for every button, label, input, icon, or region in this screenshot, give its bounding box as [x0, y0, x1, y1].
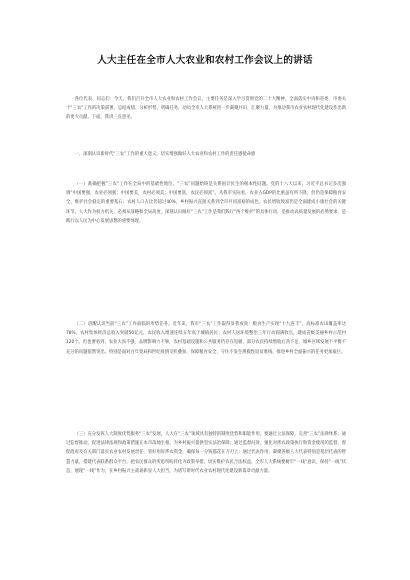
section-heading: 一、深刻认识新时代“三农”工作的重大意义，切实增强做好人大农业和农村工作的责任感使命感 [74, 152, 256, 157]
body-paragraph: （一）准确把握“三农”工作在全局中的基础性地位。“三农”问题始终是关系国计民生的根本性问题。党的十八大以来，习近平总书记多次强调“中国要强，农业必须强；中国要美，农村必须美；中国要富，农民必须富”。从我市实际看，农业占GDP的比重虽有所下降，但仍是保障粮食安全、维护社会稳定的重要基石；农村人口占比仍超过40%，乡村振兴直接关系到全市共同富裕的成色。农民增收致富仍是全面建成小康社会的关键环节。人大作为权力机关，必须从战略和全局高度，深刻认识做好“三农”工作是我们践行“两个维护”的具体行动，是推动高质量发展的必然要求，是践行以人民为中心发展思想的重要体现。 [66, 182, 346, 224]
document-title: 人大主任在全市人大农业和农村工作会议上的讲话 [97, 55, 313, 66]
body-paragraph: （三）充分发挥人大制度优势服务“三农”发展。人大在“三农”领域具有独特的制度优势和职能作用。要通过立法保障，完善“三农”法律体系；通过监督推动，促进法律法规和政策措施在本市落地生根，为乡村振兴提供坚实法治保障；通过监督问效，强化对涉农政策执行和资金使用的监督，督促政府及有关部门落实农业农村发展责任，管好用好涉农资金，确保每一分钱都花在刀刃上；通过代表作用，凝聚各级人大代表特别是基层代表的智慧力量，搭建代表联系群众平台，把农民群众的所思所盼转化为政策举措，切实维护农民合法权益。全市人大系统要树牢“一线”意识，保持“一线”状态，展现“一线”作为，在乡村振兴主战场彰显人大担当，为谱写新时代农业农村现代化建设新篇章贡献力量。 [66, 432, 346, 474]
body-paragraph: （二）清醒认识当前“三农”工作面临的形势任务。近年来，我市“三农”工作取得显著成效：粮食生产实现“十九连丰”，高标准农田覆盖率达78%，农村集体经济总收入突破50亿元，农民收入增速连续五年高于城镇居民；农村人居环境整治三年行动圆满收官，建成省级美丽乡村示范村120个。但也要看到，农业大而不强、品牌影响力不够，农村基础设施和公共服务仍存在短板，部分农民持续增收后劲不足，城乡区域发展不平衡不充分的问题依然突出。特别是面对百年变局和世纪疫情交织叠加，保障粮食安全、守住不发生规模性返贫底线、推进乡村全面振兴的任务更加艰巨。 [66, 322, 346, 355]
opening-paragraph: 各位代表、同志们：今天，我们召开全市人大农业和农村工作会议，主要任务是深入学习贯彻党的二十大精神，全面落实中央和省委、市委关于“三农”工作的决策部署，总结成绩、分析形势、明确任务，动员全市人大系统进一步凝聚共识、汇聚力量，为推动我市农业农村现代化建设作出新的更大贡献。下面，我讲三点意见。 [66, 97, 346, 121]
